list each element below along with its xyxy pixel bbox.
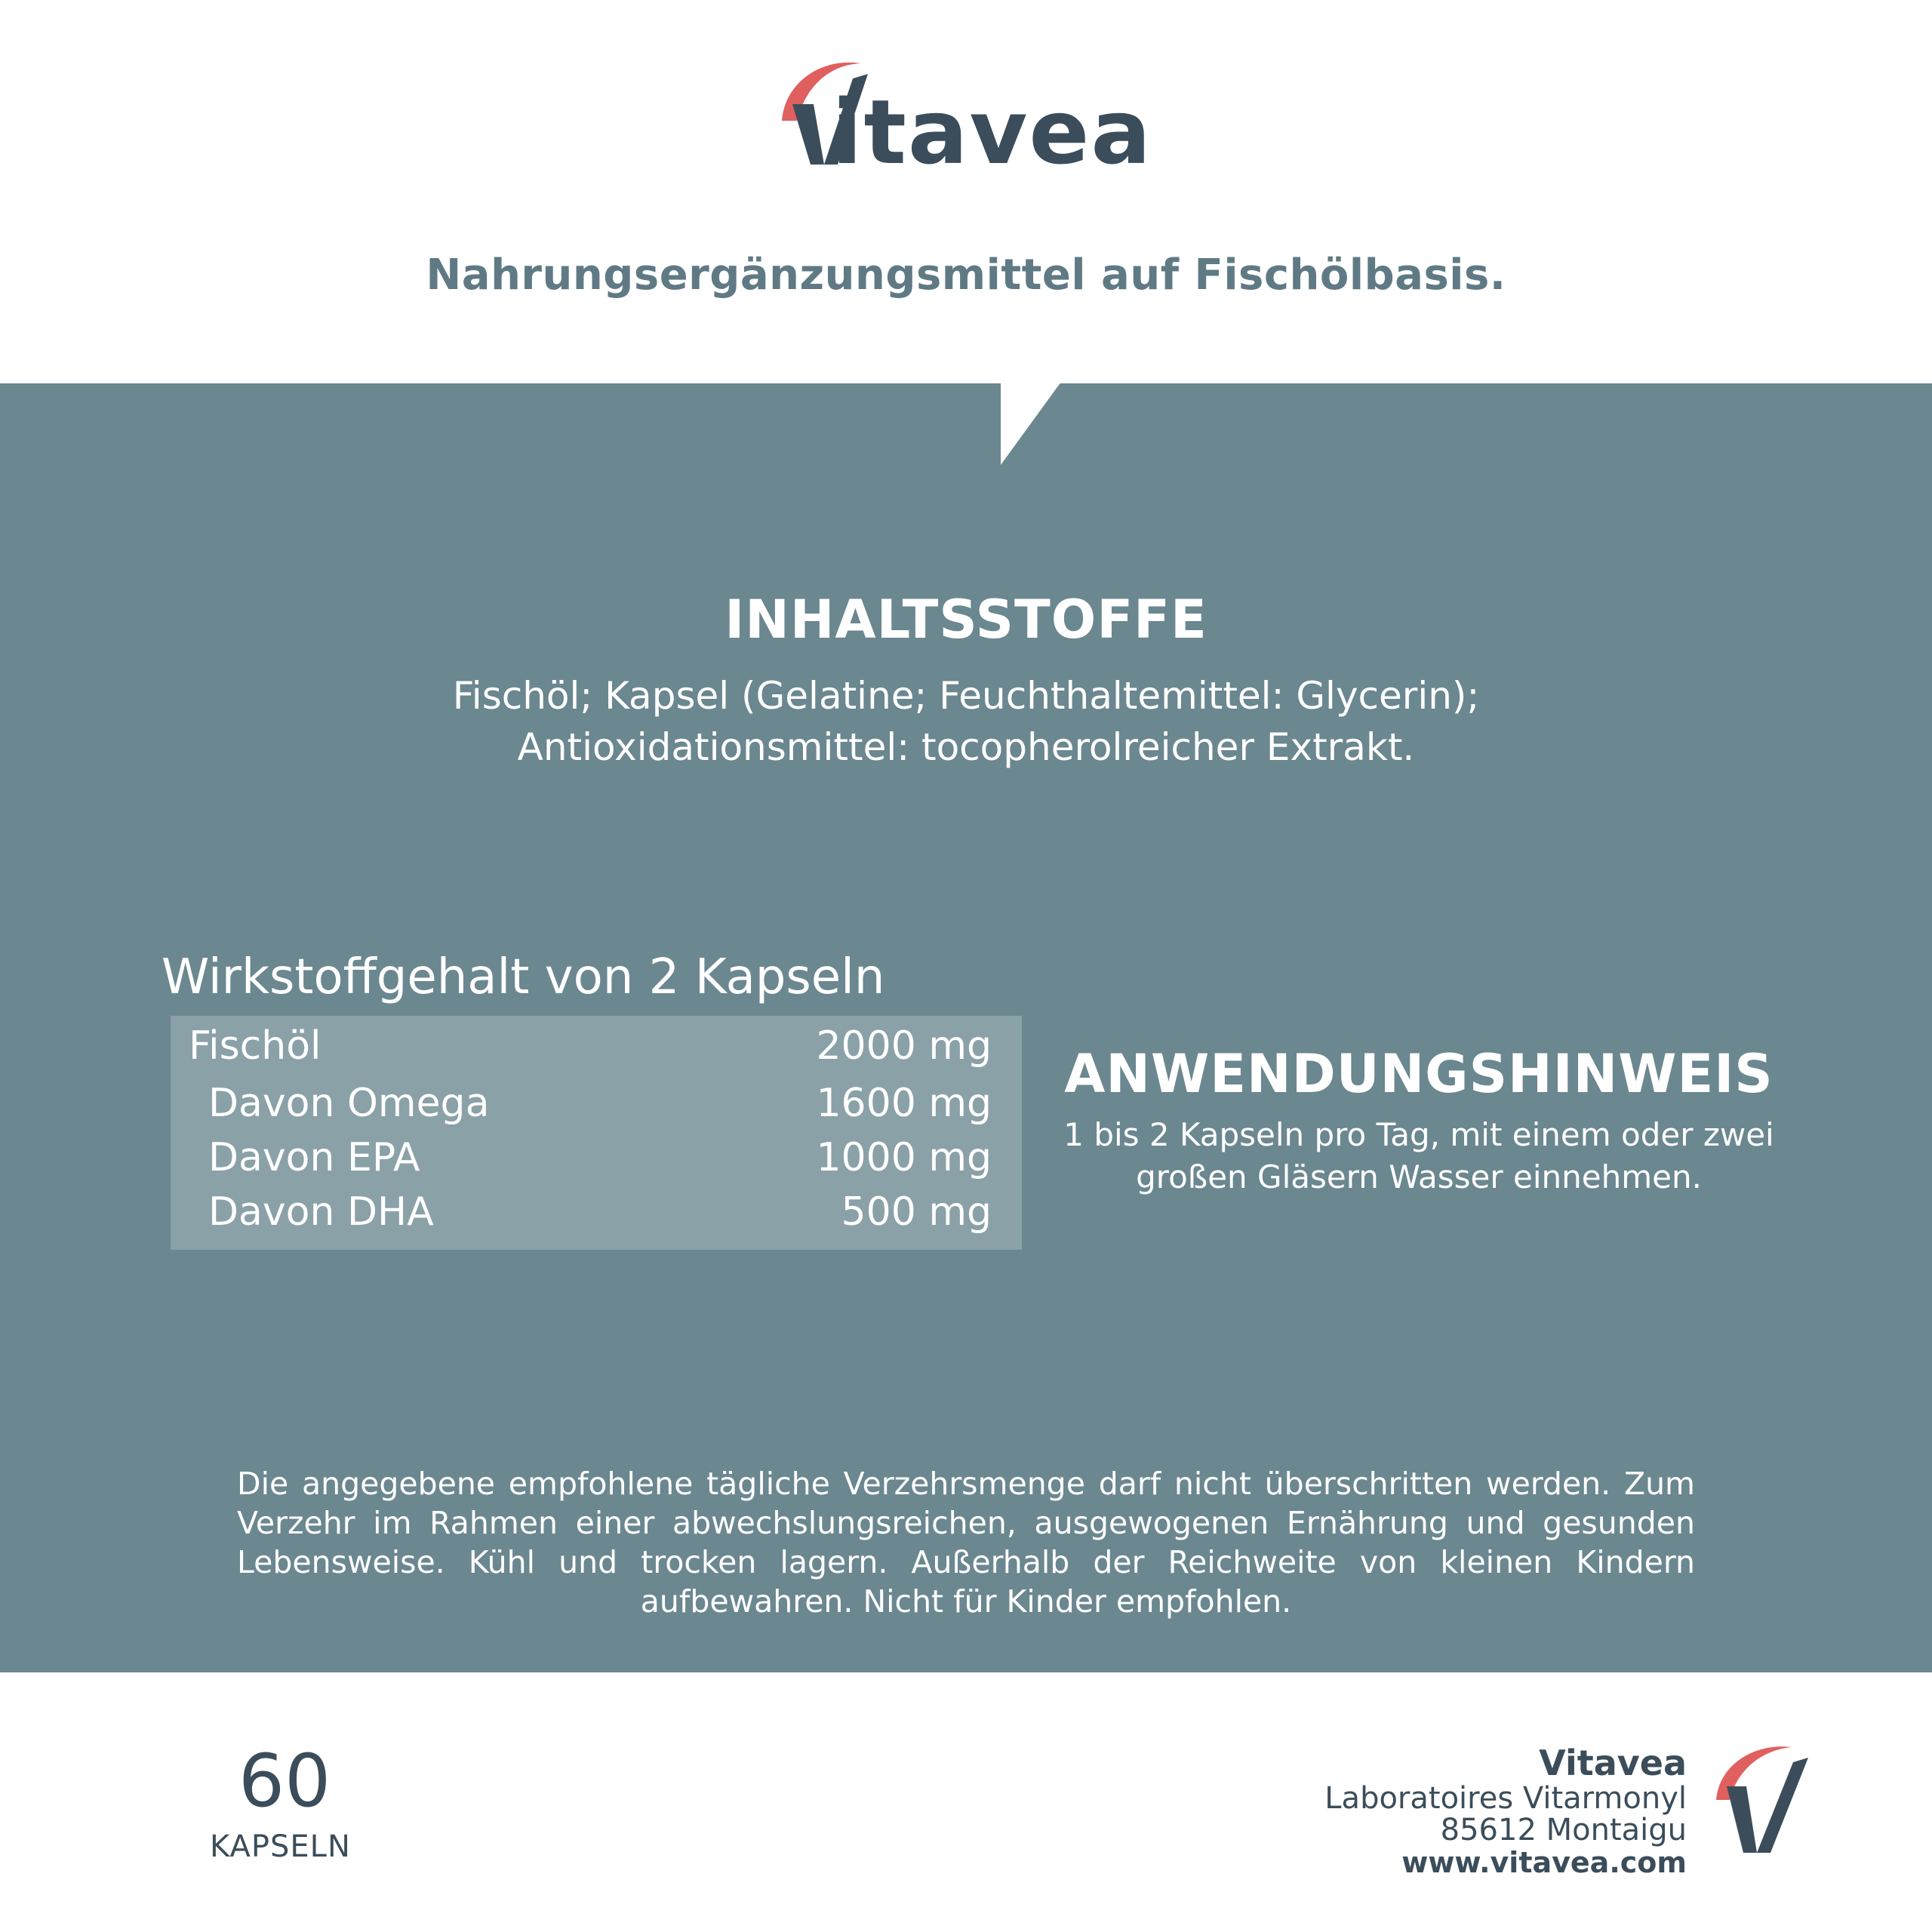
- company-website: www.vitavea.com: [1401, 1846, 1687, 1879]
- ingredients-title: INHALTSSTOFFE: [724, 589, 1208, 651]
- row-value: 500 mg: [841, 1189, 992, 1235]
- logo-wordmark: itavea: [832, 80, 1153, 184]
- row-value: 2000 mg: [816, 1023, 992, 1069]
- usage-line-2: großen Gläsern Wasser einnehmen.: [1136, 1158, 1702, 1195]
- row-name: Davon EPA: [208, 1135, 420, 1180]
- ingredients-line-1: Fischöl; Kapsel (Gelatine; Feuchthaltemittel: Glycerin);: [452, 674, 1480, 718]
- tagline: Nahrungsergänzungsmittel auf Fischölbasis.: [426, 251, 1506, 300]
- usage-title: ANWENDUNGSHINWEIS: [1064, 1043, 1774, 1105]
- table-row: [171, 1023, 1022, 1076]
- company-brand: Vitavea: [1539, 1743, 1687, 1783]
- row-name: Fischöl: [189, 1023, 321, 1069]
- capsule-unit: KAPSELN: [210, 1829, 351, 1864]
- usage-text: [1041, 1114, 1796, 1198]
- row-name: Davon DHA: [208, 1189, 434, 1235]
- row-value: 1000 mg: [816, 1135, 992, 1180]
- active-content-table: [171, 1016, 1022, 1250]
- company-name: Laboratoires Vitarmonyl: [1324, 1781, 1687, 1816]
- company-city: 85612 Montaigu: [1440, 1813, 1687, 1847]
- ingredients-line-2: Antioxidationsmittel: tocopherolreicher Extrakt.: [517, 725, 1415, 769]
- brand-logo: [777, 51, 1170, 184]
- table-row: [171, 1135, 1022, 1188]
- capsule-count: 60: [238, 1739, 331, 1823]
- row-value: 1600 mg: [816, 1081, 992, 1126]
- row-name: Davon Omega: [208, 1081, 490, 1126]
- usage-line-1: 1 bis 2 Kapseln pro Tag, mit einem oder zwei: [1063, 1116, 1774, 1153]
- ingredients-text: [287, 670, 1645, 773]
- active-content-title: Wirkstoffgehalt von 2 Kapseln: [162, 949, 885, 1005]
- warning-text: Die angegebene empfohlene tägliche Verzehrsmenge darf nicht überschritten werden. Zum Verzehr im Rahmen einer abwechslungsreichen, ausgewogenen Ernährung und gesunden Lebensweise. Kühl und trocken lagern. Außerhalb der Reichweite von kleinen Kindern aufbewahren. Nicht für Kinder empfohlen.: [237, 1466, 1695, 1620]
- table-row: [171, 1189, 1022, 1242]
- table-row: [171, 1081, 1022, 1134]
- footer-logo-icon: [1713, 1740, 1826, 1860]
- company-address: [1192, 1743, 1687, 1879]
- panel-notch: [1001, 382, 1061, 465]
